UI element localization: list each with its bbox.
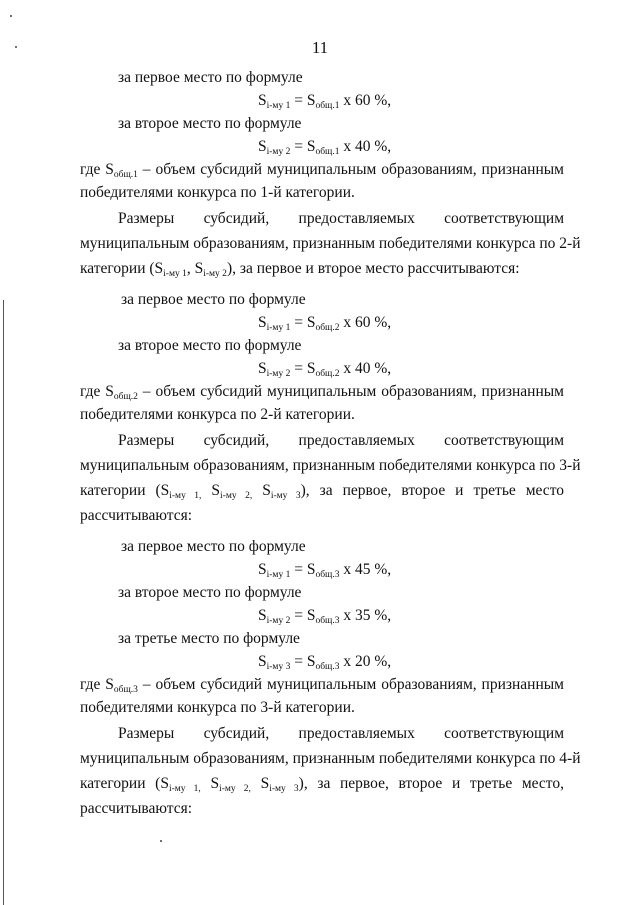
text-line: победителями конкурса по 3-й категории. <box>80 699 355 716</box>
subscript: i-му 2 <box>266 147 291 157</box>
text-line: рассчитываются: <box>80 507 193 524</box>
subscript: i-му 2 <box>203 269 227 279</box>
text-line: Размеры субсидий, предоставляемых соответствующим <box>118 210 564 227</box>
definition-line: где $S_{общ.2}$ – объем субсидий муниципальным образованиям, признанным <box>80 383 564 402</box>
text-line: Размеры субсидий, предоставляемых соответствующим <box>118 725 564 742</box>
subscript: общ.1 <box>315 147 340 157</box>
text-line: рассчитываются: <box>80 800 193 817</box>
subscript: общ.3 <box>315 662 340 672</box>
subscript: i-му 3 <box>269 784 299 794</box>
subscript: i-му 1 <box>163 269 187 279</box>
text-line: Размеры субсидий, предоставляемых соответствующим <box>118 432 564 449</box>
definition-line: где $S_{общ.3}$ – объем субсидий муниципальным образованиям, признанным <box>80 676 564 695</box>
category-line: категории ($S_{i-му 1}$, $S_{i-му 2}$), за первое и второе место рассчитываются: <box>80 260 520 279</box>
subscript: i-му 1 <box>266 323 291 333</box>
subscript: общ.3 <box>315 570 340 580</box>
text-line: муниципальным образованиям, признанным победителями конкурса по 4-й <box>80 750 581 767</box>
formula: $S_{i-му 1} = S_{общ.1}$ x 60 %, <box>258 92 392 111</box>
formula: $S_{i-му 1} = S_{общ.3}$ x 45 %, <box>258 561 392 580</box>
formula: $S_{i-му 3} = S_{общ.3}$ x 20 %, <box>258 653 392 672</box>
scan-edge-line <box>3 300 4 905</box>
text-line: за первое место по формуле <box>121 538 306 555</box>
definition-line: где $S_{общ.1}$ – объем субсидий муниципальным образованиям, признанным <box>80 161 564 180</box>
subscript: общ.2 <box>113 392 138 402</box>
text-line: за первое место по формуле <box>121 291 306 308</box>
subscript: общ.2 <box>315 369 340 379</box>
subscript: i-му 2 <box>266 369 291 379</box>
text-line: победителями конкурса по 2-й категории. <box>80 406 355 423</box>
subscript: общ.3 <box>113 685 138 695</box>
scan-speck <box>15 46 17 48</box>
subscript: общ.2 <box>315 323 340 333</box>
subscript: i-му 1 <box>266 570 291 580</box>
scan-speck <box>160 840 162 842</box>
subscript: общ.3 <box>315 616 340 626</box>
category-line: категории ($S_{i-му 1,}$ $S_{i-му 2,}$ $S_{i-му 3}$), за первое, второе и третье место, <box>80 775 564 794</box>
formula: $S_{i-му 2} = S_{общ.2}$ x 40 %, <box>258 360 392 379</box>
text-line: за второе место по формуле <box>118 337 302 354</box>
subscript: i-му 2, <box>219 784 251 794</box>
formula: $S_{i-му 2} = S_{общ.3}$ x 35 %, <box>258 607 392 626</box>
text-line: муниципальным образованиям, признанным победителями конкурса по 3-й <box>80 457 581 474</box>
text-line: за второе место по формуле <box>118 584 302 601</box>
text-line: за первое место по формуле <box>118 69 303 86</box>
text-line: победителями конкурса по 1-й категории. <box>80 184 355 201</box>
subscript: общ.1 <box>113 170 138 180</box>
subscript: i-му 1, <box>168 784 201 794</box>
subscript: общ.1 <box>315 101 340 111</box>
scan-speck <box>10 15 12 17</box>
subscript: i-му 2 <box>266 616 291 626</box>
text-line: муниципальным образованиям, признанным победителями конкурса по 2-й <box>80 235 581 252</box>
formula: $S_{i-му 1} = S_{общ.2}$ x 60 %, <box>258 314 392 333</box>
page-number: 11 <box>311 38 329 57</box>
text-line: за второе место по формуле <box>118 115 302 132</box>
category-line: категории ($S_{i-му 1,}$ $S_{i-му 2,}$ $S_{i-му 3}$), за первое, второе и третье место <box>80 482 565 501</box>
text-line: за третье место по формуле <box>118 630 300 647</box>
subscript: i-му 3 <box>266 662 291 672</box>
subscript: i-му 1 <box>266 101 291 111</box>
subscript: i-му 1, <box>169 491 202 501</box>
subscript: i-му 2, <box>220 491 253 501</box>
formula: $S_{i-му 2} = S_{общ.1}$ x 40 %, <box>258 138 392 157</box>
subscript: i-му 3 <box>270 491 301 501</box>
